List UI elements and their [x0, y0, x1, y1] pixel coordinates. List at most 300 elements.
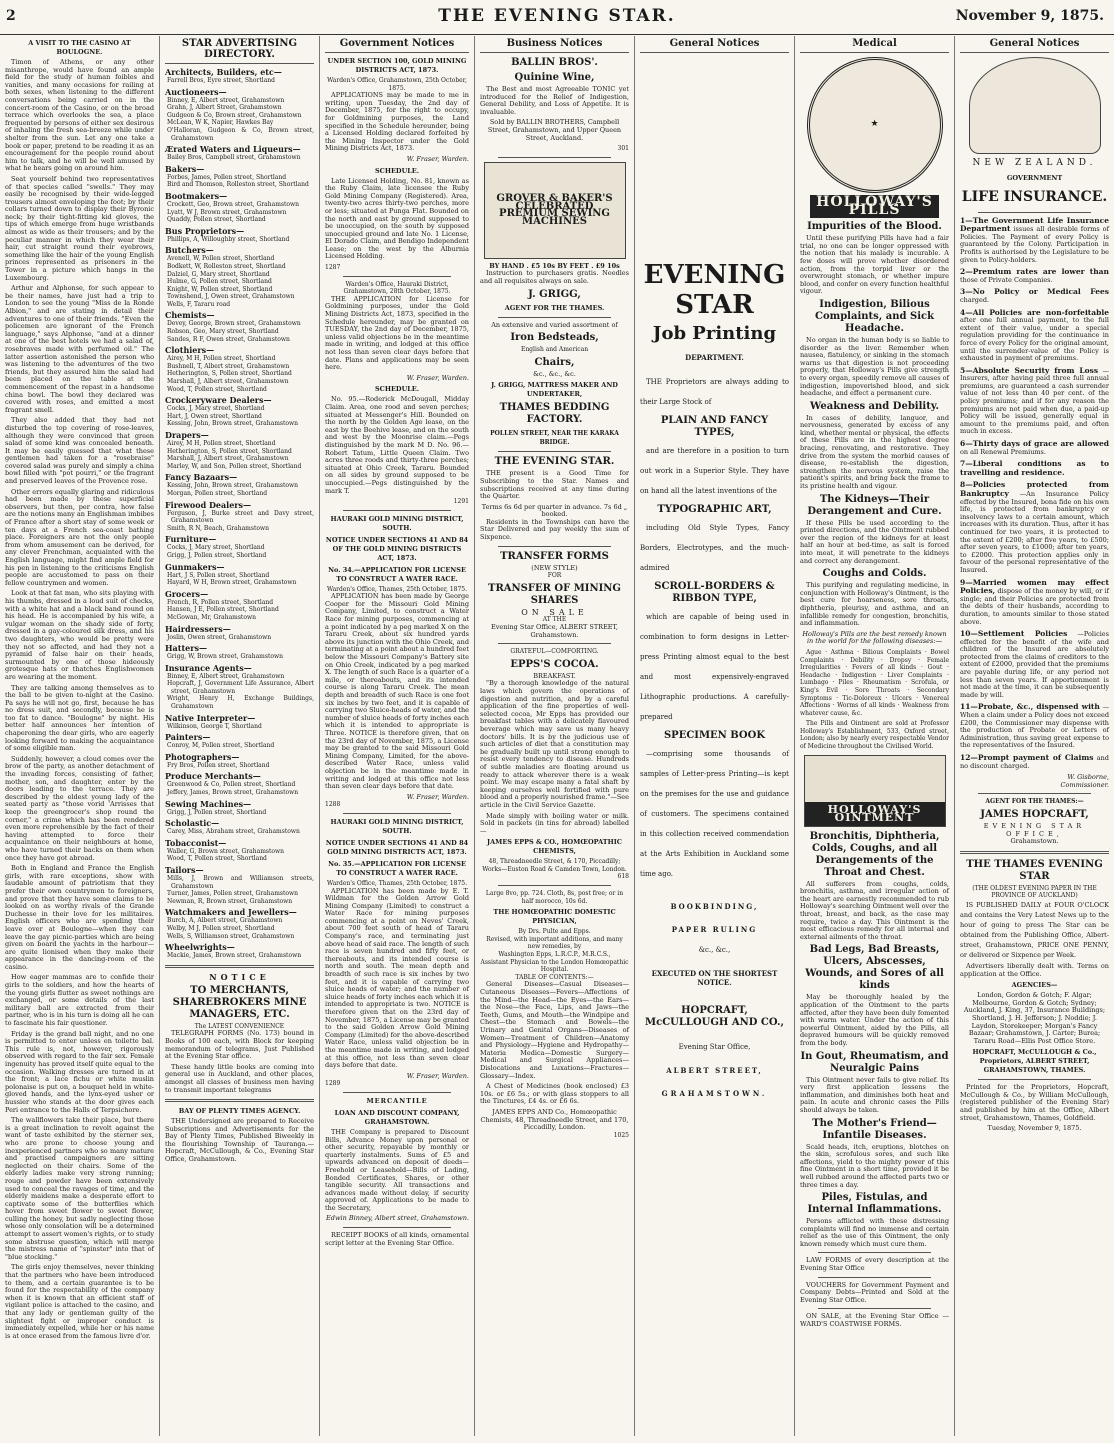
notice-subtitle: TO MERCHANTS, SHAREBROKERS MINE MANAGERS, ETC.	[172, 984, 307, 1020]
directory-category: Ærated Waters and Liqueurs—	[165, 144, 301, 155]
homeo-number: 1025	[613, 1131, 629, 1139]
transfer-sale: ON SALE	[521, 607, 588, 617]
weakness-title: Weakness and Debility.	[810, 400, 939, 412]
chairs: Chairs,	[534, 356, 575, 368]
notice-4-number: 1289	[325, 1080, 341, 1088]
town: GRAHAMSTOWN.	[661, 1089, 768, 1098]
agencies-list: London, Gordon & Gotch; F. Algar; Melbourne, Gordon & Gotch; Sydney; Auckland, J. King, 37, Insurance Buildings; Shortland, J. H. Jefferson; J. Noddie; J. Laydon, Storekeeper; Morgan's Fancy Bazaar; Grahamstown, J. Carter; Burea; Tararu Road—Ellis Post Office Store.	[963, 991, 1106, 1045]
vouchers: VOUCHERS for Government Payment and Company Debts—Printed and Sold at the Evening Star Office.	[800, 1280, 949, 1304]
directory-entry: Avenell, W, Pollen street, Shortland	[167, 255, 275, 263]
insurance-item-heading: 6—Thirty days of grace are allowed	[960, 439, 1109, 449]
newspaper-name: THE EVENING STAR.	[438, 6, 676, 26]
bad-legs-body: May be thoroughly healed by the application of the Ointment to the parts affected, after they have been duly fomented with warm water. Under the action of this powerful Ointment, aided by the Pills, all depraved humours will be quickly removed from the body.	[800, 993, 949, 1047]
directory-entry: Wilkinson, George T, Shortland	[167, 722, 262, 730]
transfer-forms-title: TRANSFER FORMS	[500, 550, 609, 562]
agent-for: AGENT FOR THE THAMES:—	[985, 798, 1084, 806]
mercantile-body: THE Company is prepared to Discount Bills, Advance Money upon personal or other security, repayable by monthly or quarterly instalments. Sums of £5 and upwards advanced on deposit of deeds—Freehold or Leasehold—Bills of Lading, Bonded Certificates, Shares, or other tangible security. All transactions and advances made without delay, if security approved of. Applications to be made to the Secretary,	[325, 1127, 469, 1212]
directory-category: Architects, Builders, etc—	[165, 67, 282, 77]
thames-evening-star-body-2: Advertisers liberally dealt with. Terms on application at the Office.	[960, 961, 1109, 978]
notice-4-application: No. 35.—APPLICATION FOR LICENSE TO CONSTRUCT A WATER RACE.	[328, 859, 466, 877]
insurance-item	[960, 754, 1109, 770]
directory-entry: Knight, W, Pollen street, Shortland	[167, 285, 273, 293]
gov-heading: Government Notices	[325, 36, 469, 53]
directory-entry: Wood, T, Pollen street, Shortland	[167, 385, 267, 393]
notice-lead: The LATEST CONVENIENCE	[194, 1022, 285, 1030]
directory-entry: Ferguson, J, Burke street and Davy street, Grahamstown	[167, 509, 314, 525]
insurance-item	[960, 288, 1109, 304]
directory-entry: Jeffery, James, Brown street, Grahamstown	[167, 789, 299, 797]
directory-category: Painters—	[165, 732, 211, 743]
column-medical	[795, 36, 955, 1436]
directory-entry: Bird and Thomson, Rolleston street, Shortland	[167, 181, 309, 189]
coughs-title: Coughs and Colds.	[822, 568, 927, 580]
agent-town: Grahamstown.	[1010, 837, 1059, 846]
coughs-body: This purifying and regulating medicine, in conjunction with Holloway's Ointment, is the best cure for hoarseness, sore throats, diphtheria, pleurisy, and asthma, and an infallible remedy for congestion, bronchitis, and inflammation.	[800, 581, 949, 628]
epps-title: EPPS'S COCOA.	[510, 658, 599, 670]
sewing-machine-illustration	[484, 162, 626, 259]
executed: EXECUTED ON THE SHORTEST NOTICE.	[651, 969, 778, 987]
divider	[165, 965, 314, 968]
directory-entry: Farrell Bros, Eyre street, Shortland	[167, 77, 275, 84]
insurance-item-text: —Policies effected for the benefit of the wife and children of the Insured are absolutely protected from the claims of creditors to the extent of £2000, provided that the premiums are payable during life, or any period not less than seven years. If apportionment is not made at the time, it can be subsequently made by will.	[960, 630, 1109, 699]
directory-category: Produce Merchants—	[165, 771, 261, 782]
ointment-illustration	[804, 755, 946, 827]
directory-entry: Grigg, W, Brown street, Grahamstown	[167, 653, 283, 661]
directory-category: Hatters—	[165, 643, 207, 654]
article-body	[5, 59, 154, 1340]
insurance-item-heading: 1—The Government Life Insurance Department	[960, 215, 1109, 234]
gout-title: In Gout, Rheumatism, and Neuralgic Pains	[800, 1050, 949, 1074]
divider	[165, 1099, 314, 1102]
new-zealand: NEW ZEALAND.	[972, 158, 1097, 168]
directory-entry: Waller, G, Brown street, Grahamstown	[167, 847, 284, 855]
indigestion-body: No organ in the human body is so liable to disorder as the liver. Remember when nausea, flatulency, or sinking in the stomach warns us that digestion is not proceeding properly, that Holloway's Pills give strength to every organ, speedily remove all causes of indigestion, impoverished blood, and sick headache, and effect a permanent cure.	[800, 335, 949, 398]
directory-entry: Airey, M H, Pollen street, Shortland	[167, 440, 276, 447]
firm-name: HOPCRAFT, McCULLOUGH AND CO.,	[645, 1005, 784, 1028]
factory-address: POLLEN STREET, NEAR THE KARAKA BRIDGE.	[490, 430, 619, 447]
insurance-item-heading: 4—All Policies are non-forfeitable	[960, 307, 1109, 317]
homeo-revised: Revised, with important additions, and many new remedies, by	[486, 935, 623, 951]
evening-star-body-2: Residents in the Townships can have the Star Delivered and pay weekly the sum of Sixpence.	[480, 517, 629, 542]
insurance-item-text: —An Insurance Policy effected by the Insured, bona fide on his own life, is protected from bankruptcy or insolvency laws to a certain amount, which increases with its duration. Thus, after it has continued for two years, it is protected to the extent of £200; after five years, to £500; after seven years, to £1000; after ten years, to £2000. This protection applies only in favour of the personal representative of the Insured.	[960, 490, 1109, 574]
agent-office: EVENING STAR OFFICE,	[983, 821, 1086, 838]
article-paragraph: They are talking among themselves as to the ball to be given to-night at the Casino. Pa says he will not go, first, because he has no dress suit, and secondly, because he is too fat to dance. "Boulogne" by night. His better half announces her intention of chaperoning the dear girls, who are eagerly looking forward to making the acquaintance of some eligible man.	[5, 683, 154, 753]
directory-entry: Greenwood & Co, Pollen street, Shortland	[167, 781, 296, 789]
disease-list: Ague · Asthma · Bilious Complaints · Bowel Complaints · Debility · Dropsy · Female Irregularities · Fevers of all kinds · Gout · Headache · Indigestion · Liver Complaints · Lumbago · Piles · Rheumatism · Scrofula, or King's Evil · Sore Throats · Secondary Symptoms · Tic-Doloreux · Ulcers · Venereal Affections · Worms of all kinds · Weakness from whatever cause, &c.	[800, 648, 949, 717]
notice-4-subtitle: NOTICE UNDER SECTIONS 41 AND 84 GOLD MINING DISTRICTS ACT, 1873.	[325, 838, 469, 856]
divider	[978, 1079, 1091, 1080]
insurance-item	[960, 309, 1109, 363]
divider	[818, 1277, 931, 1278]
directory-category: Fancy Bazaars—	[165, 472, 238, 483]
insurance-item-text: after one full annual payment, to the full extent of their value, under a special regulation providing for the continuance in force of every Policy for the original amount, until the surrender-value of the Policy is exhausted in payment of premiums.	[960, 316, 1109, 363]
divider	[818, 1308, 931, 1309]
divider	[498, 643, 611, 644]
thames-evening-star-sub: (THE OLDEST EVENING PAPER IN THE PROVINCE OF AUCKLAND)	[972, 884, 1097, 900]
holloways-pills-banner: HOLLOWAY'S PILLS	[810, 195, 939, 218]
insurance-item-heading: 11—Probate, &c., dispensed with	[960, 702, 1100, 712]
notice-3-place: Warden's Office, Thames, 25th October, 1875.	[326, 585, 468, 593]
bad-legs-title: Bad Legs, Bad Breasts, Ulcers, Abscesses, Wounds, and Sores of all kinds	[805, 944, 944, 992]
general-notices-heading-2: General Notices	[960, 36, 1109, 53]
notice-1-title: UNDER SECTION 100, GOLD MINING DISTRICTS ACT, 1873.	[327, 57, 467, 74]
divider	[343, 813, 451, 814]
article-paragraph: They also added that they had not disturbed the top covering of rose-leaves, although they were convinced that green salad of some kind was concealed beneath. It may be easily guessed that what these gentlemen had taken for a "rosebraise" covered salad was purely and simply a china bowl filled with "pot pourri," or the fragrant and preserved leaves of the Provence rose.	[5, 416, 154, 486]
article-paragraph: Timon of Athens, or any other misanthrope, would have found an ample field for the study of human foibles and vanities, and many occasions for railing at both sexes, when listening to the different conversations being carried on in the concert-room of the Casino, or on the broad terrace which overlooks the sea, a place frequented by persons of either sex desirous of inhaling the fresh sea-breeze while under shelter from the sun. Let any one take a book or paper, pretend to be reading it as an encouragement for the people round about him to talk, and he will be well amused by what he hears going on around him.	[5, 58, 154, 173]
insurance-item-heading: 12—Prompt payment of Claims	[960, 753, 1094, 762]
ballin-sold: Sold by BALLIN BROTHERS, Campbell Street, Grahamstown, and Upper Queen Street, Auckland.	[487, 118, 622, 142]
law-forms: LAW FORMS of every description at the Evening Star Office	[800, 1256, 949, 1273]
article-paragraph: The girls enjoy themselves, never thinking that the partners who have been introduced to them, and a certain guarantee is to be found for the respectability of the company when it is known that an efficient staff of vigilant police is attached to the casino, and that any lady or gentleman guilty of the slightest fight or improper conduct is immediately expelled, while her or his name is at once erased from the famous livre d'or.	[5, 1263, 154, 1340]
homeo-author: Washington Epps, L.R.C.P., M.R.C.S.,	[498, 951, 611, 959]
column-directory	[160, 36, 320, 1436]
epps-address: 48, Threadneedle Street, & 170, Piccadilly; Works—Euston Road & Camden Town, London.	[482, 858, 627, 873]
insurance-item	[960, 460, 1109, 477]
directory-entry: Cocks, J, Mary street, Shortland	[167, 544, 265, 552]
agent-name: JAMES HOPCRAFT,	[980, 808, 1089, 820]
article-paragraph: Both in England and France the English girls, with rare exceptions, show with laudable amount of patriotism that they prefer their own countrymen to foreigners, and prove that they have some claims to be looked on as worthy rivals of the Grande Duchesse in their love for les militaires. English officers who are spending their leave over at Boulogne—when they can leave the gay picnic-parties which are being given on board the yachts in the harbour—are quite lionised when they make their appearance in the dancing-room of the casino.	[5, 864, 154, 971]
insurance-item-heading: 8—Policies protected from Bankruptcy	[960, 480, 1109, 498]
directory-entry: Forbes, James, Pollen street, Shortland	[167, 173, 287, 181]
divider	[498, 451, 611, 452]
transfer-subtitle: TRANSFER OF MINING SHARES	[488, 582, 621, 606]
insurance-item-heading: 7—Liberal conditions as to travelling and residence.	[960, 459, 1109, 477]
directory-entry: Grahn, J, Albert Street, Grahamstown	[167, 104, 282, 112]
department: DEPARTMENT.	[685, 353, 744, 362]
sewing-body: Instruction to purchasers gratis. Needles and all requisites always on sale.	[480, 269, 629, 285]
directory-category: Firewood Dealers—	[165, 499, 252, 510]
notice-2-schedule: No. 95.—Roderick McDougall, Midday Claim. Area, one rood and seven perches; situated at Messenger's Hill. Bounded on the north by the Golden Age lease, on the east by the Beehive lease, and on the south and west by the Moonrise claim.—Pegs distinguished by the mark M D. No. 96.—Robert Tatum, Little Queen Claim. Two acres three roods and thirty-three perches; situated at Ohio Creek, Tararu. Bounded on all sides by ground supposed to be unoccupied.—Pegs distinguished by the mark T.	[325, 395, 469, 495]
insurance-item-heading: 9—Married women may effect Policies,	[960, 577, 1109, 596]
imprint: Printed for the Proprietors, Hopcraft, McCullough & Co., by William McCullough, (registered publisher of the Evening Star) and published by him at the Office, Albert street, Grahamstown, Thames, Goldfield.	[960, 1083, 1109, 1122]
directory-entry: Wells, F, Tararu road	[167, 300, 231, 308]
spacer	[640, 57, 789, 257]
directory-category: Crockeryware Dealers—	[165, 395, 272, 406]
column-life-insurance	[955, 36, 1114, 1436]
directory-category: Hairdressers—	[165, 623, 231, 634]
divider	[818, 1252, 931, 1253]
homeo-assistant: Assistant Physician to the London Homœopathic Hospital.	[480, 958, 629, 974]
insurance-item-heading: 3—No Policy or Medical Fees	[960, 287, 1109, 297]
directory-entry: Gudgeon & Co, Brown street, Grahamstown	[167, 111, 302, 119]
notice-2-sign: W. Fraser, Warden.	[406, 373, 469, 382]
insurance-item	[960, 440, 1109, 456]
directory-category: Sewing Machines—	[165, 798, 252, 809]
notice-2-body: THE APPLICATION for License for Goldmining purposes, under the Gold Mining Districts Act, 1873, specified in the Schedule hereunder, may be granted on TUESDAY, the 2nd day of December, 1875, unless valid objections be in the meantime made in writing, and lodged at this office not less than seven clear days before that date. Plans and applications may be seen here.	[325, 294, 469, 372]
job-p5: —comprising some thousands of samples of Letter-press Printing—is kept on the premises for the use and guidance of customers. The specimens contained in this collection received commendation at the Arts Exhibition in Auckland some time ago.	[640, 750, 789, 878]
iron-sub: English and American	[520, 346, 589, 354]
directory-category: Wheelwrights—	[165, 942, 235, 953]
grigg-name: J. GRIGG,	[528, 288, 581, 300]
directory-category: Scholastic—	[165, 818, 220, 829]
directory-entry: Mills, J, Brown and Williamson streets, Grahamstown	[167, 875, 314, 890]
directory-entry: Mackie, James, Brown street, Grahamstown	[167, 952, 302, 960]
ointment-banner: HOLLOWAY'S OINTMENT	[805, 802, 945, 825]
notice-body: TELEGRAPH FORMS (No. 173) bound in Books of 100 each, with Block for keeping memorandum of telegrams, Just Published at the Evening Star office.	[165, 1029, 314, 1061]
directory-entry: Binney, E, Albert street, Grahamstown	[167, 672, 285, 680]
insurance-item	[960, 268, 1109, 284]
mercantile-sign: Edwin Binney, Albert street, Grahamstown.	[326, 1214, 469, 1223]
directory-entry: Marley, W, and Son, Pollen street, Shortland	[167, 462, 302, 470]
directory-entry: Wright, Henry H, Exchange Buildings, Grahamstown	[167, 695, 314, 711]
directory-entry: O'Halloran, Gudgeon & Co, Brown street, Grahamstown	[167, 126, 314, 142]
notice-3-number: 1288	[325, 801, 341, 809]
insurance-item-heading: 2—Premium rates are lower than	[960, 267, 1109, 277]
insurance-item-text: —Insurers, after having paid three full annual premiums, are guaranteed a cash surrender value of not less than 40 per cent. of the policy premiums; and if for any reason the premiums are not paid when due, a paid-up Policy will be issued, generally equal in amount to the premiums paid, and often much in excess.	[960, 366, 1109, 436]
directory-entry: Crockett, Geo, Brown street, Grahamstown	[167, 200, 299, 208]
proprietors: HOPCRAFT, McCULLOUGH & Co., Proprietors, ALBERT STREET, GRAHAMSTOWN, THAMES.	[972, 1048, 1097, 1075]
directory-entry: Dalziel, G, Mary street, Shortland	[167, 270, 270, 278]
commissioner: Commissioner.	[1060, 780, 1109, 789]
directory-entry: Bailey Bros, Campbell street, Grahamstown	[167, 154, 301, 162]
article-paragraph: Suddenly, however, a cloud comes over the brow of the party, as another detachment of the invading forces, consisting of father, mother, son, and daughter, enter by the doors leading to the terrace. They are described by the eldest young lady of the seated party as "those vorid 'Arrisses that keep the greengrocer's shop round the corner," a crime which has been rendered even more reprehensible by the fact of their having attempted to force their acquaintance on their neighbours at home, who have turned their backs on them when once they have got abroad.	[5, 754, 154, 862]
directory-category: Bus Proprietors—	[165, 225, 245, 236]
divider	[343, 1092, 451, 1093]
grigg-mattress: J. GRIGG, MATTRESS MAKER AND UNDERTAKER,	[491, 381, 618, 399]
agencies-title: AGENCIES—	[1011, 981, 1058, 990]
indigestion-title: Indigestion, Bilious Complaints, and Sick Headache.	[814, 298, 935, 334]
directory-category: Chemists—	[165, 310, 215, 321]
insurance-item-text: those of Private Companies.	[960, 275, 1053, 284]
transfer-style: (NEW STYLE)	[531, 563, 578, 572]
transfer-at: AT THE	[542, 616, 567, 624]
homeo-toc-title: TABLE OF CONTENTS:—	[515, 973, 594, 981]
receipt-books-notice: RECEIPT BOOKS of all kinds, ornamental script letter at the Evening Star Office.	[325, 1231, 469, 1247]
directory-category: Clothiers—	[165, 345, 215, 356]
divider	[343, 1227, 451, 1228]
mothers-friend-title: The Mother's Friend—Infantile Diseases.	[812, 1117, 937, 1141]
impurities-body: Until these purifying Pills have had a fair trial, no one can be longer oppressed with the notion that his malady is incurable. A few doses will prove whether disordered action, from the torpid liver or the overwrought stomach, or whether impure blood, and confer on every function healthful vigour.	[800, 234, 949, 296]
job-printing-subtitle: Job Printing	[652, 323, 777, 344]
directory-entry: Grigg, J, Pollen street, Shortland	[167, 808, 267, 816]
directory-entry: Hart, J, Owen street, Shortland	[167, 412, 262, 420]
piles-body: Persons afflicted with these distressing complaints will find no immense and certain relief as the use of this Ointment, the only known remedy which must cure them.	[800, 1217, 949, 1248]
article-paragraph: Look at that fat man, who sits playing with his thumbs, dressed in a loud suit of checks, with a white hat and a black band round on his head. He is accompanied by his wife, a vulgar woman on the shady side of forty, dressed in a gay-coloured silk dress, and his two daughters, who would be pretty were they not so affected, and had they not a pyramid of false hair on their heads, surmounted by one of those hideously grotesque hats or thatches Englishwomen are wearing at the moment.	[5, 589, 154, 681]
notice-2-place: Warden's Office, Hauraki District, Grahamstown, 28th October, 1875.	[343, 280, 451, 296]
homeo-by: By Drs. Pulte and Epps.	[518, 928, 591, 936]
bronchitis-body: All sufferers from coughs, colds, bronchitis, asthma, and irregular action of the heart are earnestly recommended to rub Holloway's searching Ointment well over the throat, breast, and back, as the case may require, twice a day. This Ointment is the most efficacious remedy for all internal and external ailments of the throat.	[800, 879, 949, 941]
divider	[343, 510, 451, 511]
directory-entry: Wells, S, Williamson street, Grahamstown	[167, 932, 295, 940]
transfer-for: FOR	[547, 572, 562, 580]
notice-1-schedule-title: SCHEDULE.	[374, 166, 420, 175]
directory-entry: French, R, Pollen street, Shortland	[167, 598, 274, 606]
directory-category: Native Interpreter—	[165, 712, 256, 723]
business-heading: Business Notices	[480, 36, 629, 53]
sewing-machine-caption: GROVER & BAKER'S CELEBRATED PREMIUM SEWING MACHINES	[496, 193, 613, 227]
masthead	[0, 0, 1114, 35]
job-printing-title: EVENING STAR	[643, 260, 786, 320]
kidneys-body: If these Pills be used according to the printed directions, and the Ointment rubbed over the region of the kidneys for at least half an hour at bed-time, as salt is forced into meat, it will penetrate to the kidneys and correct any derangement.	[800, 518, 949, 565]
job-p3: including Old Style Types, Fancy Borders, Electrotypes, and the much-admired	[640, 524, 789, 572]
directory-entry: Conroy, M, Pollen street, Shortland	[167, 742, 275, 750]
directory-category: Bootmakers—	[165, 190, 228, 201]
evening-star-title: THE EVENING STAR.	[494, 456, 615, 468]
notice-1-place: Warden's Office, Grahamstown, 25th October, 1875.	[327, 77, 467, 92]
directory-entry: Quaddy, Pollen street, Shortland	[167, 216, 266, 224]
notice-1-sign: W. Fraser, Warden.	[406, 154, 469, 163]
paper-ruling: PAPER RULING	[671, 925, 758, 934]
epps-body: "By a thorough knowledge of the natural laws which govern the operations of digestion and nutrition, and by a careful application of the fine properties of well-selected cocoa, Mr Epps has provided our breakfast tables with a delicately flavoured beverage which may save us many heavy doctors' bills. It is by the judicious use of such articles of diet that a constitution may be gradually built up until strong enough to resist every tendency to disease. Hundreds of subtle maladies are floating around us ready to attack wherever there is a weak point. We may escape many a fatal shaft by keeping ourselves well fortified with pure blood and a properly nourished frame."—See article in the Civil Service Gazette.	[480, 679, 629, 809]
thames-evening-star-body: IS PUBLISHED DAILY at FOUR O'CLOCK and contains the Very Latest News up to the hour of going to press The Star can be obtained from the Publishing Office, Albert-street, Grahamstown, PRICE ONE PENNY, or delivered or Sixpence per Week.	[960, 900, 1109, 959]
epps-pre: GRATEFUL—COMFORTING.	[510, 648, 599, 656]
insurance-item	[960, 367, 1109, 436]
seal-caption: ★	[870, 119, 879, 130]
evening-star-terms: Terms 6s 6d per quarter in advance. 7s 6d „ booked.	[481, 502, 628, 519]
homeo-chest: A Chest of Medicines (book enclosed) £3 10s. or £6 5s.; or with glass stoppers to all the Tinctures, £4 4s. or £6 6s.	[480, 1082, 629, 1106]
insurance-item-text: issues all desirable forms of Policies. The Payment of every Policy is guaranteed by the Colony. Participation in Profits is authorised by the Legislature to be given to Policy-holders.	[960, 225, 1109, 264]
divider	[343, 276, 451, 277]
directory-category: Insurance Agents—	[165, 662, 252, 673]
sewing-prices: BY HAND . £5 10s BY FEET . £9 10s	[489, 261, 620, 270]
specimen-book: SPECIMEN BOOK	[663, 730, 766, 741]
article-paragraph: Arthur and Alphonse, for such appear to be their names, have just had a trip to London to see the young "Miss de la Ronde Albion," and are stating in detail their adventures to one of their friends. "Even the policemen are ignorant of the French language," says Alphonse, "and at a dinner at one of the best hotels we had a salad of, rosebraves made with perfumed oil." The latter assertion astonished the person who was listening to the adventures of the two friends, but they assured him the salad had been placed on the table at the commencement of the repast in a handsome china bowl. The bowl they declared was covered with roses, and emitted a most fragrant smell.	[5, 284, 154, 414]
divider	[978, 212, 1091, 213]
insurance-item-text: and no discount charged.	[960, 754, 1109, 770]
directory-entry: Cocks, J, Mary street, Shortland	[167, 405, 265, 413]
evening-star-body: THE present is a Good Time for Subscribing to the Star. Names and subscriptions received at any time during the Quarter.	[480, 469, 629, 501]
article-paragraph: Friday is the grand ball night, and no one is permitted to enter unless en toilette bal. This rule is, not, however, rigorously observed with regard to the fair sex. Female ingenuity has proved itself quite equal to the occasion. Walking dresses are turned in at the front; a lace fichu or white muslin polonaise is put on, a bouquet held in white-gloved hands, and the lynx-eyed usher or hussier who stands at the door gives each Peri entrance to the Halls of Terpsichore.	[5, 1029, 154, 1114]
directory-entry: Grigg, J, Pollen street, Shortland	[167, 551, 267, 559]
directory-entry: Joslin, Owen street, Grahamstown	[167, 633, 272, 641]
divider	[498, 157, 611, 158]
bay-title: BAY OF PLENTY TIMES AGENCY.	[178, 1107, 301, 1116]
notice-title: NOTICE	[209, 971, 270, 982]
street: ALBERT STREET,	[666, 1066, 763, 1075]
directory-entry: Kessing, John, Brown street, Grahamstown	[167, 420, 298, 428]
directory-entry: Hayard, W H, Brown street, Grahamstown	[167, 579, 297, 587]
homeo-firm: JAMES EPPS AND Co., Homœopathic Chemists, 48, Threadneedle Street, and 170, Piccadilly, London.	[480, 1107, 629, 1132]
notice-2-number: 1291	[453, 498, 469, 506]
ballin-body: The Best and most Agreeable TONIC yet introduced for the Relief of Indigestion, General Debility, and Loss of Appetite. It is invaluable.	[480, 85, 629, 116]
page-number: 2	[6, 8, 16, 24]
general-notices-heading: General Notices	[640, 36, 789, 53]
job-p2: and are therefore in a position to turn out work in a Superior Style. They have on hand all the latest inventions of the	[640, 447, 789, 495]
divider	[498, 546, 611, 547]
directory-category: Photographers—	[165, 751, 240, 762]
column-article	[0, 36, 160, 1436]
insurance-item	[960, 630, 1109, 699]
notice-4-title: HAURAKI GOLD MINING DISTRICT, SOUTH.	[330, 817, 464, 835]
job-p4: which are capable of being used in combination to form designs in Letter-press Printing almost equal to the best and most expensively-engraved Lithographic productions. A carefully-prepared	[640, 613, 789, 721]
directory-entry: Fry Bros, Pollen street, Shortland	[167, 761, 270, 769]
ballin-number: 301	[617, 145, 629, 153]
directory-entry: Hansen, J E, Pollen street, Shortland	[167, 606, 279, 614]
notice-3-body: APPLICATION has been made by George Cooper for the Missouri Gold Mining Company, Limited, to construct a Water Race for mining purposes, commencing at a point indicated by a peg marked X on the Tararu Creek, about six hundred yards above its junction with the Ohio Creek, and terminating at a point about a hundred feet below the Missouri Company's Battery site on Ohio Creek, indicated by a peg marked X. The length of such Race is a quarter of a mile, or thereabouts, and its intended course is along Tararu Creek. The mean depth and breadth of such Race is one foot six inches by two feet, and it is capable of carrying two Sluice-heads of water, and the number of sluice heads of forty inches each which it is intended to appropriate is Three. NOTICE is therefore given, that on the 23rd day of November, 1875, a License may be granted to the said Missouri Gold Mining Company, Limited, for the above-described Water Race, unless valid objection be in the meantime made in writing and lodged at this office not less than seven clear days before that date.	[325, 592, 469, 791]
scroll-borders: SCROLL-BORDERS & RIBBON TYPE,	[654, 581, 775, 604]
directory-entry: Marshall, J, Albert street, Grahamstown	[167, 378, 289, 386]
notice-1-body: APPLICATIONS may be made to me in writing, upon Tuesday, the 2nd day of December, 1875, for the right to occupy, for Goldmining purposes, the Land specified in the Schedule hereunder, being a Licensed Holding declared forfeited by the Mining Inspector under the Gold Mining Districts Act, 1873.	[325, 91, 469, 153]
directory-entry: Robson, Geo, Mary street, Shortland	[167, 328, 279, 336]
directory-category: Watchmakers and Jewellers—	[165, 907, 297, 918]
directory-entry: Phillips, A, Willoughby street, Shortland	[167, 235, 290, 243]
directory-entry: McLean, W K, Napier, Hawkes Bay	[167, 119, 274, 127]
homeo-title: THE HOMŒOPATHIC DOMESTIC PHYSICIAN,	[493, 908, 616, 926]
directory-entry: Townshend, J, Owen street, Grahamstown	[167, 293, 295, 301]
weakness-body: In cases of debility, languor, and nervousness, generated by excess of any kind, whether mental or physical, the effects of these Pills are in the highest degree bracing, renovating, and restorative. They drive from the system the morbid causes of disease, re-establish the digestion, strengthen the nervous system, raise the patient's spirits, and bring back the frame to its pristine health and vigour.	[800, 413, 949, 491]
mercantile-subtitle: LOAN AND DISCOUNT COMPANY, GRAHAMSTOWN.	[334, 1108, 460, 1126]
notice-3-application: No. 34.—APPLICATION FOR LICENSE TO CONSTRUCT A WATER RACE.	[328, 565, 466, 583]
column-job-printing	[635, 36, 795, 1436]
article-paragraph: Other errors equally glaring and ridiculous had been made by these superficial observers, but then, per contra, how false are the notions many an Englishman imbibes of France after a short stay of some week or ten days at a French sea-coast bathing place. Foreigners are not the only people from whom amusement can be derived, for any clever Frenchman, acquainted with the English language, might find ample field for his pen in listening to the criticisms English people are accustomed to pass on their fellow countrymen and women.	[5, 487, 154, 587]
gout-body: This Ointment never fails to give relief. Its very first application lessens the inflammation, and diminishes both heat and pain. In acute and chronic cases the Pills should always be taken.	[800, 1075, 949, 1114]
thames-evening-star-title: THE THAMES EVENING STAR	[966, 858, 1103, 882]
epps-number: 618	[617, 873, 629, 881]
directory-entry: Hetherington, S, Pollen street, Shortland	[167, 447, 292, 455]
notice-2-schedule-title: SCHEDULE.	[374, 385, 420, 394]
directory-category: Auctioneers—	[165, 86, 227, 97]
bay-body: THE Undersigned are prepared to Receive Subscriptions and Advertisements for the Bay of Plenty Times, Published Biweekly in the flourishing Township of Tauranga.—Hopcraft, McCullough, & Co., Evening Star Office, Grahamstown.	[165, 1117, 314, 1164]
directory-list	[165, 68, 314, 960]
directory-entry: Hulme, G, Pollen street, Shortland	[167, 278, 272, 286]
insurance-item-text: dispose of the money by will, or if single; and their Policies are protected from the debts of their husbands, according to duration, to amounts similar to those stated above.	[960, 587, 1109, 626]
directory-entry: McGowan, Mr, Grahamstown	[167, 613, 256, 621]
directory-entry: Airey, M H, Pollen street, Shortland	[167, 355, 276, 363]
insurance-item	[960, 579, 1109, 627]
notice-3-subtitle: NOTICE UNDER SECTIONS 41 AND 84 OF THE GOLD MINING DISTRICTS ACT, 1873.	[325, 535, 469, 562]
directory-entry: Lyatt, W J, Brown street, Grahamstown	[167, 208, 287, 216]
directory-category: Drapers—	[165, 430, 209, 440]
insurance-item-heading: 5—Absolute Security from Loss	[960, 365, 1099, 375]
government: GOVERNMENT	[1006, 173, 1063, 182]
insurance-item-heading: 10—Settlement Policies	[960, 629, 1068, 639]
directory-entry: Morgan, Pollen street, Shortland	[167, 489, 268, 497]
gisborne-sign: W. Gisborne,	[1067, 773, 1109, 782]
directory-entry: Wood, T, Pollen street, Shortland	[167, 855, 267, 863]
directory-entry: Bushnell, T, Albert street, Grahamstown	[167, 362, 290, 370]
article-paragraph: The wallflowers take their place, but there is a great inclination to revolt against the want of taste exhibited by the sterner sex, who are prone to choose young and inexperienced partners who so many mature and practised campaigners are sitting neglected on their chairs. Some of the elderly ladies make very strong running; rouge and powder have been extensively used to conceal the ravages of time, and the elderly maidens make a desperate effort to captivate some of the butterflies which hover from sweet flower to sweet flower, culling the honey, but sadly neglecting those whose only consolation will be a determined attempt to assert women's rights, or to study some abstruse question, which will merge the mistress name of "spinster" into that of "blue stocking."	[5, 1116, 154, 1261]
job-p1: THE Proprietors are always adding to their Large Stock of	[640, 378, 789, 406]
notice-4-sign: W. Fraser, Warden.	[406, 1071, 469, 1080]
directory-entry: Kessing, John, Brown street, Grahamstown	[167, 482, 298, 490]
homeo-contents: General Diseases—Casual Diseases—Cutaneous Diseases—Fevers—Affections of the Mind—the Head—the Eyes—the Ears—the Nose—the Face, Lips, and Jaws—the Teeth, Gums, and Mouth—the Windpipe and Chest—the Stomach and Bowels—the Urinary and Genital Organs—Diseases of Women—Treatment of Children—Anatomy and Physiology—Hygiene and Hydropathy—Materia Medica—Domestic Surgery—Medical and Surgical Appliances—Dislocations and Luxations—Fractures—Glossary—Index.	[480, 980, 629, 1080]
insurance-item-text: on all Renewal Premiums.	[960, 447, 1046, 456]
ointment-note: The Pills and Ointment are sold at Professor Holloway's Establishment, 533, Oxford street, London; also by nearly every respectable Vendor of Medicine throughout the Civilised World.	[800, 720, 949, 751]
directory-entry: Hart, J S, Pollen street, Shortland	[167, 571, 270, 579]
transfer-office: Evening Star Office, ALBERT STREET, Grahamstown.	[490, 623, 619, 639]
article-paragraph: How eager mammas are to confide their girls to the soldiers, and how the hearts of the young girls flutter as sweet nothings are exchanged, or some details of the last military ball are extracted from their partner, who is in his turn is doing all he can to fascinate his fair questioner.	[5, 973, 154, 1028]
insurance-item	[960, 481, 1109, 574]
directory-entry: Hetherington, S, Pollen street, Shortland	[167, 370, 292, 378]
imprint-date: Tuesday, November 9, 1875.	[987, 1124, 1082, 1133]
grigg-agent: AGENT FOR THE THAMES.	[504, 303, 605, 312]
divider	[960, 851, 1109, 854]
piles-title: Piles, Fistulas, and Internal Inflammations.	[807, 1192, 942, 1216]
bedding-factory: THAMES BEDDING FACTORY.	[499, 402, 610, 426]
insurance-item-text: charged.	[960, 295, 990, 304]
mercantile-title: MERCANTILE	[366, 1096, 428, 1105]
directory-entry: Smith, R N, Beach, Grahamstown	[167, 524, 269, 532]
kidneys-title: The Kidneys—Their Derangement and Cure.	[807, 493, 942, 517]
life-insurance-title: LIFE INSURANCE.	[961, 188, 1108, 205]
coat-of-arms-illustration	[969, 57, 1101, 154]
notice-body-2: These handy little books are coming into general use in Auckland, and other places, amongst all classes of business men having to transmit important telegrams	[165, 1062, 314, 1094]
directory-heading: STAR ADVERTISING DIRECTORY.	[165, 36, 314, 64]
directory-entry: Turner, James, Pollen street, Grahamstown	[167, 890, 299, 898]
disease-list-intro: Holloway's Pills are the best remedy known in the world for the following diseases:—	[802, 629, 947, 646]
ballin-subtitle: Quinine Wine,	[514, 72, 595, 83]
epps-body-2: Made simply with boiling water or milk. Sold in packets (in tins for abroad) labelled—	[480, 811, 629, 835]
article-title: A VISIT TO THE CASINO AT BOULOGNE.	[28, 39, 131, 56]
notice-4-body: APPLICATION has been made by E. T. Wildman for the Golden Arrow Gold Mining Company (Limited) to construct a Water Race for mining purposes commencing at a point on Neves' Creek, about 700 feet south of head of Tararu Company's race, and terminating just above head of said race. The length of such race is seven hundred and fifty feet, or thereabouts, and its intended course is north and south. The mean depth and breadth of such race is six inches by two feet, and it is capable of carrying two sluice heads of water; and the number of sluice heads of forty inches each which it is intended to appropriate is two. NOTICE is therefore given that on the 23rd day of November, 1875, a License may be granted to the said Golden Arrow Gold Mining Company (Limited) for the above-described Water Race, unless valid objection be in the meantime made in writing, and lodged at this office, not less than seven clear days before that date.	[325, 886, 469, 1070]
impurities-title: Impurities of the Blood.	[807, 221, 942, 233]
divider	[498, 317, 611, 318]
etc: &c., &c., &c.	[533, 369, 576, 378]
typographic-art: TYPOGRAPHIC ART,	[657, 504, 772, 515]
directory-category: Tobacconist—	[165, 837, 227, 848]
directory-entry: Hopcraft, J, Government Life Assurance, Albert street, Grahamstown	[167, 680, 314, 695]
holloway-seal-illustration	[807, 57, 943, 193]
